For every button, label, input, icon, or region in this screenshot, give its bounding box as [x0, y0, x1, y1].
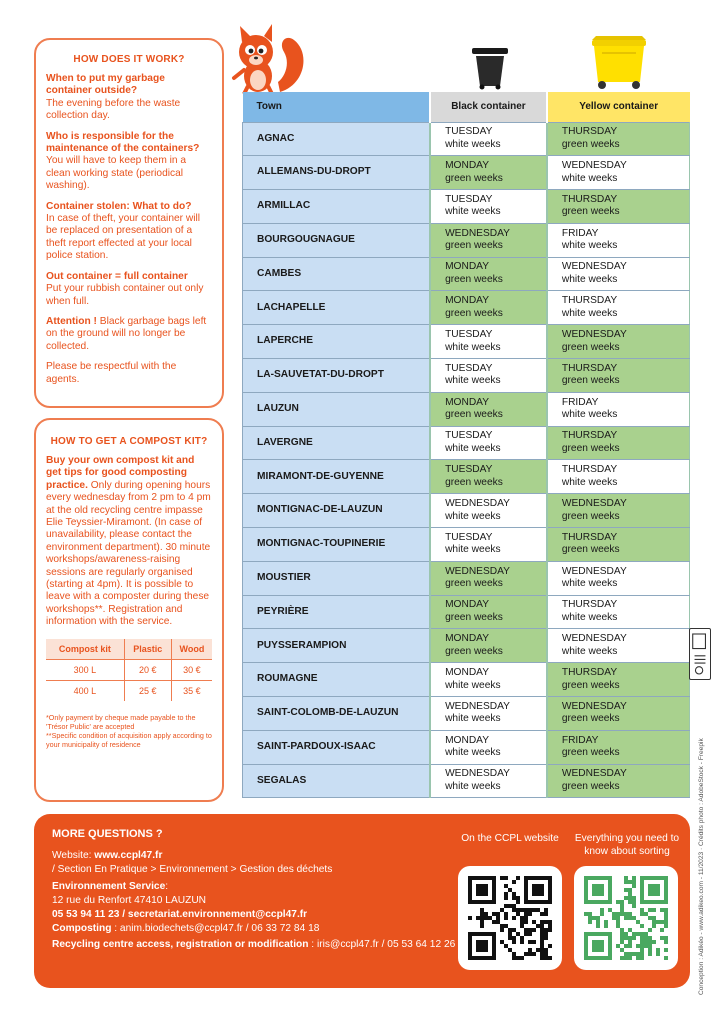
collection-day: MONDAY	[445, 599, 490, 611]
table-row	[243, 359, 690, 393]
town-name: LAPERCHE	[243, 325, 431, 359]
week-type: green weeks	[445, 578, 503, 590]
week-type: green weeks	[561, 443, 620, 455]
recycling-contact[interactable]: : iris@ccpl47.fr / 05 53 64 12 26	[308, 939, 456, 950]
black-container-day	[430, 291, 547, 325]
compost-kit-header: Compost kit	[46, 639, 124, 660]
yellow-container-day	[547, 359, 690, 393]
yellow-container-day	[547, 528, 690, 562]
table-row	[243, 460, 690, 494]
wood-price: 30 €	[171, 659, 212, 680]
collection-day: TUESDAY	[445, 430, 493, 442]
table-row	[243, 629, 690, 663]
week-type: green weeks	[445, 409, 503, 421]
table-row	[243, 257, 690, 291]
table-row	[243, 325, 690, 359]
faq-question: Container stolen: What to do?	[46, 200, 192, 212]
week-type: white weeks	[445, 206, 501, 218]
table-row	[243, 494, 690, 528]
qr-code-ccpl-icon[interactable]	[458, 866, 562, 970]
town-name: LA-SAUVETAT-DU-DROPT	[243, 359, 431, 393]
qr-ccpl-pattern	[468, 876, 552, 960]
town-name: ALLEMANS-DU-DROPT	[243, 156, 431, 190]
faq-answer: Black garbage bags left on the ground will no longer be collected.	[46, 315, 207, 352]
table-row	[46, 659, 212, 680]
yellow-container-day	[547, 223, 690, 257]
week-type: green weeks	[445, 172, 503, 184]
collection-day: WEDNESDAY	[445, 565, 510, 577]
plastic-price: 20 €	[124, 659, 171, 680]
town-name: MONTIGNAC-TOUPINERIE	[243, 528, 431, 562]
town-header: Town	[243, 92, 431, 122]
collection-day: WEDNESDAY	[561, 768, 627, 780]
address: 12 rue du Renfort 47410 LAUZUN	[52, 895, 207, 906]
collection-day: THURSDAY	[561, 193, 618, 205]
yellow-container-day	[547, 561, 690, 595]
week-type: green weeks	[445, 240, 503, 252]
yellow-container-day	[547, 156, 690, 190]
week-type: white weeks	[561, 612, 618, 624]
week-type: white weeks	[445, 443, 501, 455]
table-row	[243, 663, 690, 697]
faq-item	[46, 201, 212, 263]
collection-day: WEDNESDAY	[445, 768, 510, 780]
collection-day: TUESDAY	[445, 531, 493, 543]
footnote-conditions: **Specific condition of acquisition apply according to your municipality of residence	[46, 730, 212, 749]
qr-sorting-label: Everything you need to know about sorting	[574, 833, 680, 857]
phone-email-line	[52, 909, 307, 920]
black-container-day	[430, 156, 547, 190]
town-name: PUYSSERAMPION	[243, 629, 431, 663]
phone-email[interactable]: 05 53 94 11 23 / secretariat.environnement@ccpl47.fr	[52, 909, 308, 920]
more-questions-title: MORE QUESTIONS ?	[52, 828, 163, 840]
collection-day: THURSDAY	[561, 464, 618, 476]
collection-day: WEDNESDAY	[445, 227, 510, 239]
week-type: green weeks	[445, 645, 503, 657]
faq-answer: You will have to keep them in a clean working state (periodical washing).	[46, 155, 187, 192]
week-type: green weeks	[561, 713, 620, 725]
qr-ccpl-label: On the CCPL website	[461, 833, 559, 844]
black-container-day	[430, 190, 547, 224]
yellow-container-day	[547, 392, 690, 426]
town-name: LAUZUN	[243, 392, 431, 426]
collection-day: WEDNESDAY	[561, 329, 627, 341]
black-container-day	[430, 426, 547, 460]
black-container-day	[430, 257, 547, 291]
week-type: green weeks	[561, 341, 620, 353]
yellow-container-day	[547, 122, 690, 156]
recycling-label: Recycling centre access, registration or modification	[52, 939, 309, 950]
faq-answer: Please be respectful with the agents.	[46, 361, 177, 385]
table-row	[243, 426, 690, 460]
collection-day: THURSDAY	[561, 126, 618, 138]
how-it-works-title: HOW DOES IT WORK?	[73, 54, 185, 65]
collection-day: WEDNESDAY	[561, 565, 627, 577]
town-name: ROUMAGNE	[243, 663, 431, 697]
collection-day: MONDAY	[445, 295, 490, 307]
service-label: Environnement Service	[52, 881, 166, 892]
yellow-container-day	[547, 291, 690, 325]
week-type: white weeks	[445, 138, 501, 150]
composting-contact[interactable]: : anim.biodechets@ccpl47.fr / 06 33 72 84 18	[111, 923, 320, 934]
collection-day: MONDAY	[445, 396, 490, 408]
black-container-day	[430, 663, 547, 697]
collection-day: MONDAY	[445, 261, 490, 273]
black-container-day	[430, 629, 547, 663]
table-row	[243, 190, 690, 224]
collection-day: MONDAY	[445, 667, 490, 679]
yellow-container-day	[547, 595, 690, 629]
website-label: Website:	[52, 850, 95, 861]
week-type: green weeks	[561, 510, 620, 522]
service-line	[52, 881, 168, 892]
faq-question: Who is responsible for the maintenance of the containers?	[46, 130, 200, 155]
black-container-header: Black container	[430, 92, 547, 122]
week-type: white weeks	[561, 172, 618, 184]
compost-kit-title: HOW TO GET A COMPOST KIT?	[50, 436, 208, 447]
yellow-container-day	[547, 697, 690, 731]
recycling-logo-icon	[689, 628, 711, 680]
week-type: white weeks	[561, 240, 618, 252]
collection-schedule-table	[242, 92, 690, 798]
collection-day: FRIDAY	[561, 396, 599, 408]
table-row	[243, 291, 690, 325]
faq-item	[46, 316, 212, 353]
table-row	[46, 680, 212, 701]
week-type: white weeks	[445, 679, 501, 691]
kit-size: 400 L	[46, 680, 124, 701]
week-type: white weeks	[445, 781, 501, 793]
black-container-day	[430, 122, 547, 156]
kit-size: 300 L	[46, 659, 124, 680]
week-type: white weeks	[561, 645, 618, 657]
collection-day: MONDAY	[445, 734, 490, 746]
black-container-day	[430, 764, 547, 798]
faq-question: When to put my garbage container outside?	[46, 73, 165, 97]
faq-item	[46, 271, 212, 308]
town-name: MIRAMONT-DE-GUYENNE	[243, 460, 431, 494]
faq-question: Out container = full container	[46, 270, 188, 282]
yellow-container-day	[547, 426, 690, 460]
website-link[interactable]: www.ccpl47.fr	[94, 850, 163, 861]
week-type: white weeks	[561, 409, 618, 421]
black-container-day	[430, 392, 547, 426]
faq-item	[46, 361, 212, 386]
faq-item	[46, 73, 212, 123]
week-type: white weeks	[561, 578, 618, 590]
how-it-works-panel	[34, 38, 224, 408]
yellow-container-day	[547, 460, 690, 494]
black-container-day	[430, 325, 547, 359]
wood-header: Wood	[171, 639, 212, 660]
collection-day: THURSDAY	[561, 430, 618, 442]
collection-day: THURSDAY	[561, 667, 618, 679]
collection-day: THURSDAY	[561, 295, 618, 307]
week-type: green weeks	[561, 679, 620, 691]
black-container-day	[430, 595, 547, 629]
week-type: green weeks	[561, 138, 620, 150]
collection-day: MONDAY	[445, 633, 490, 645]
collection-day: FRIDAY	[561, 734, 599, 746]
collection-day: FRIDAY	[561, 227, 599, 239]
footnote-payment: *Only payment by cheque made payable to the 'Trésor Public' are accepted	[46, 712, 196, 731]
black-container-icon	[470, 46, 510, 90]
yellow-container-day	[547, 629, 690, 663]
faq-answer: In case of theft, your container will be replaced on presentation of a theft report effected at your local police station.	[46, 213, 201, 262]
collection-day: WEDNESDAY	[561, 498, 627, 510]
table-row	[243, 561, 690, 595]
service-colon: :	[165, 881, 169, 892]
black-container-day	[430, 460, 547, 494]
week-type: green weeks	[561, 206, 620, 218]
collection-day: WEDNESDAY	[561, 261, 627, 273]
collection-day: THURSDAY	[561, 362, 618, 374]
website-line	[52, 850, 162, 861]
credits-text: Conception : Adikéo - www.adikeo.com - 11/2023 · Crédits photo : AdobeStock - Freepik	[698, 738, 705, 995]
black-container-day	[430, 223, 547, 257]
yellow-container-day	[547, 764, 690, 798]
black-container-day	[430, 561, 547, 595]
week-type: white weeks	[561, 476, 618, 488]
town-name: MOUSTIER	[243, 561, 431, 595]
compost-kit-intro-text: Only during opening hours every wednesday from 2 pm to 4 pm at the old recycling centre impasse Elie Teyssier-Miramont. (In case of unavailability, please contact the environment department). 30 minute workshops/awareness-raising sessions are regularly organised (starting at 4pm). It is possible to leave with a composter during these workshops**. Registration and information with the service.	[46, 479, 211, 628]
table-row	[243, 528, 690, 562]
qr-sorting-pattern	[584, 876, 668, 960]
faq-question: Attention !	[46, 315, 97, 327]
town-name: LAVERGNE	[243, 426, 431, 460]
collection-day: TUESDAY	[445, 329, 493, 341]
collection-day: MONDAY	[445, 160, 490, 172]
collection-day: WEDNESDAY	[561, 700, 627, 712]
week-type: green weeks	[445, 476, 503, 488]
week-type: green weeks	[561, 781, 620, 793]
week-type: white weeks	[445, 747, 501, 759]
week-type: green weeks	[445, 274, 503, 286]
table-row	[243, 156, 690, 190]
collection-day: TUESDAY	[445, 362, 493, 374]
week-type: green weeks	[561, 375, 620, 387]
yellow-container-day	[547, 190, 690, 224]
faq-answer: The evening before the waste collection day.	[46, 97, 181, 122]
collection-day: WEDNESDAY	[561, 633, 627, 645]
more-questions-footer	[34, 814, 690, 988]
compost-kit-intro	[46, 455, 212, 629]
black-container-day	[430, 494, 547, 528]
plastic-header: Plastic	[124, 639, 171, 660]
compost-kit-panel	[34, 418, 224, 802]
town-name: SAINT-COLOMB-DE-LAUZUN	[243, 697, 431, 731]
table-row	[243, 392, 690, 426]
town-name: SEGALAS	[243, 764, 431, 798]
yellow-container-header: Yellow container	[547, 92, 690, 122]
plastic-price: 25 €	[124, 680, 171, 701]
town-name: LACHAPELLE	[243, 291, 431, 325]
week-type: green weeks	[445, 307, 503, 319]
black-container-day	[430, 528, 547, 562]
town-name: BOURGOUGNAGUE	[243, 223, 431, 257]
collection-day: WEDNESDAY	[445, 498, 510, 510]
compost-kit-intro-bold: Buy your own compost kit and get tips for good composting practice.	[46, 455, 195, 491]
town-name: CAMBES	[243, 257, 431, 291]
faq-answer: Put your rubbish container out only when full.	[46, 283, 204, 307]
table-row	[243, 697, 690, 731]
compost-price-table	[46, 639, 212, 701]
faq-item	[46, 131, 212, 193]
week-type: white weeks	[445, 713, 501, 725]
black-container-day	[430, 697, 547, 731]
yellow-container-day	[547, 257, 690, 291]
week-type: green weeks	[445, 612, 503, 624]
qr-code-sorting-icon[interactable]	[574, 866, 678, 970]
table-row	[243, 764, 690, 798]
table-row	[243, 595, 690, 629]
composting-label: Composting	[52, 923, 112, 934]
footnotes	[46, 713, 212, 749]
collection-day: WEDNESDAY	[561, 160, 627, 172]
collection-day: THURSDAY	[561, 531, 618, 543]
town-name: PEYRIÈRE	[243, 595, 431, 629]
black-container-day	[430, 359, 547, 393]
town-name: AGNAC	[243, 122, 431, 156]
yellow-container-day	[547, 663, 690, 697]
town-name: ARMILLAC	[243, 190, 431, 224]
week-type: white weeks	[561, 274, 618, 286]
black-container-day	[430, 730, 547, 764]
town-name: SAINT-PARDOUX-ISAAC	[243, 730, 431, 764]
composting-line	[52, 923, 319, 934]
collection-day: TUESDAY	[445, 193, 493, 205]
yellow-container-day	[547, 730, 690, 764]
table-row	[243, 122, 690, 156]
week-type: white weeks	[445, 341, 501, 353]
week-type: white weeks	[561, 307, 618, 319]
town-name: MONTIGNAC-DE-LAUZUN	[243, 494, 431, 528]
table-row	[243, 223, 690, 257]
collection-day: THURSDAY	[561, 599, 618, 611]
website-path: / Section En Pratique > Environnement > Gestion des déchets	[52, 864, 333, 875]
week-type: white weeks	[445, 375, 501, 387]
yellow-container-day	[547, 325, 690, 359]
wood-price: 35 €	[171, 680, 212, 701]
week-type: white weeks	[445, 510, 501, 522]
collection-day: WEDNESDAY	[445, 700, 510, 712]
week-type: green weeks	[561, 747, 620, 759]
collection-day: TUESDAY	[445, 126, 493, 138]
squirrel-mascot-icon	[228, 22, 308, 102]
yellow-container-icon	[588, 30, 650, 90]
week-type: white weeks	[445, 544, 501, 556]
collection-day: TUESDAY	[445, 464, 493, 476]
table-row	[243, 730, 690, 764]
yellow-container-day	[547, 494, 690, 528]
week-type: green weeks	[561, 544, 620, 556]
recycling-line	[52, 939, 455, 950]
